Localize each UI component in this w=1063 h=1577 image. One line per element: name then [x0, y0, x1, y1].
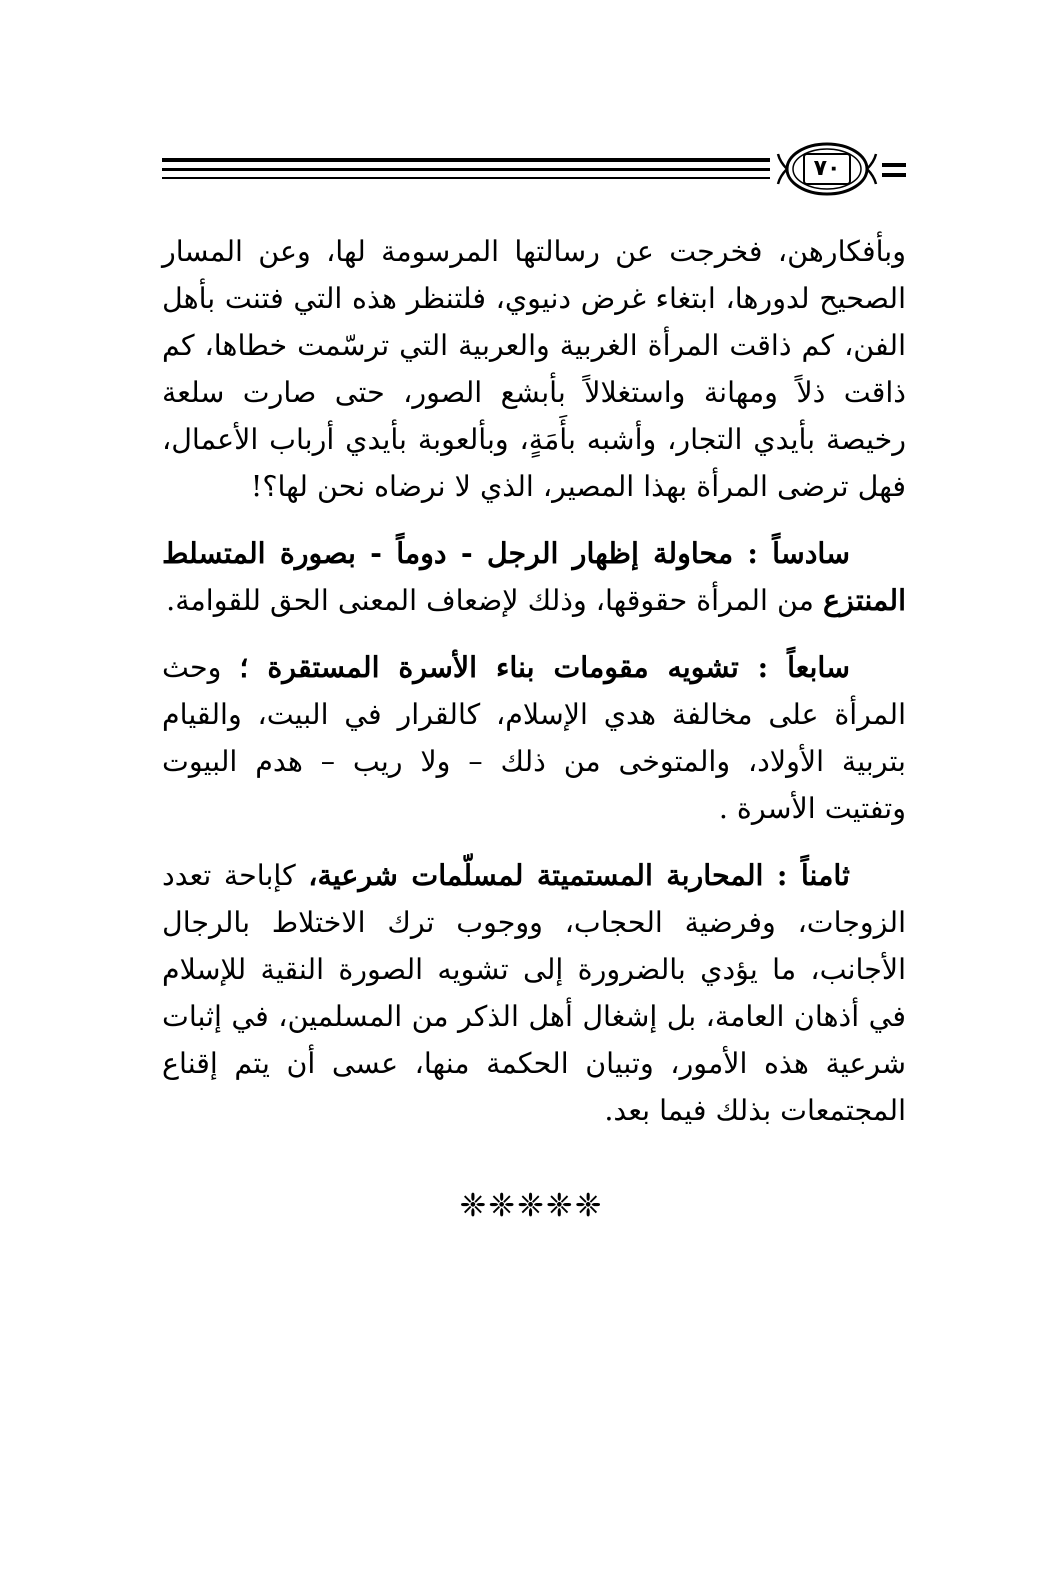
- paragraph-lead: سابعاً : تشويه مقومات بناء الأسرة المستقرة ؛: [239, 650, 850, 684]
- header-rule: [162, 158, 770, 162]
- header-rule: [162, 168, 770, 171]
- paragraph: [162, 530, 906, 624]
- paragraph-text: وبأفكارهن، فخرجت عن رسالتها المرسومة لها، وعن المسار الصحيح لدورها، ابتغاء غرض دنيوي، فلتنظر هذه التي فتنت بأهل الفن، كم ذاقت المرأة الغربية والعربية التي ترسّمت خطاها، كم ذاقت ذلاً ومهانة واستغلالاً بأبشع الصور، حتى صارت سلعة رخيصة بأيدي التجار، وأشبه بأَمَةٍ، وبألعوبة بأيدي أرباب الأعمال، فهل ترضى المرأة بهذا المصير، الذي لا نرضاه نحن لها؟!: [162, 235, 906, 503]
- page-body: [162, 228, 906, 1134]
- header-rule-right: [882, 163, 906, 167]
- paragraph: [162, 852, 906, 1134]
- header-rule: [162, 177, 770, 179]
- paragraph-lead: سادساً : محاولة إظهار الرجل - دوماً - بصورة المتسلط المنتزع: [162, 536, 906, 617]
- paragraph-text: من المرأة حقوقها، وذلك لإضعاف المعنى الحق للقوامة.: [166, 584, 823, 617]
- header-rule-right: [882, 173, 906, 177]
- paragraph: [162, 228, 906, 510]
- paragraph-text: وحث المرأة على مخالفة هدي الإسلام، كالقرار في البيت، والقيام بتربية الأولاد، والمتوخى من ذلك – ولا ريب – هدم البيوت وتفتيت الأسرة .: [162, 651, 906, 825]
- page-number: ٧٠: [813, 156, 841, 181]
- page-header: [162, 140, 906, 200]
- paragraph-text: كإباحة تعدد الزوجات، وفرضية الحجاب، ووجوب ترك الاختلاط بالرجال الأجانب، ما يؤدي بالضرورة إلى تشويه الصورة النقية للإسلام في أذهان العامة، بل إشغال أهل الذكر من المسلمين، في إثبات شرعية هذه الأمور، وتبيان الحكمة منها، عسى أن يتم إقناع المجتمعات بذلك فيما بعد.: [162, 859, 906, 1127]
- paragraph-lead: ثامناً : المحاربة المستميتة لمسلّمات شرعية،: [308, 858, 850, 892]
- section-end-ornament: ❈❈❈❈❈: [459, 1186, 604, 1224]
- paragraph: [162, 644, 906, 832]
